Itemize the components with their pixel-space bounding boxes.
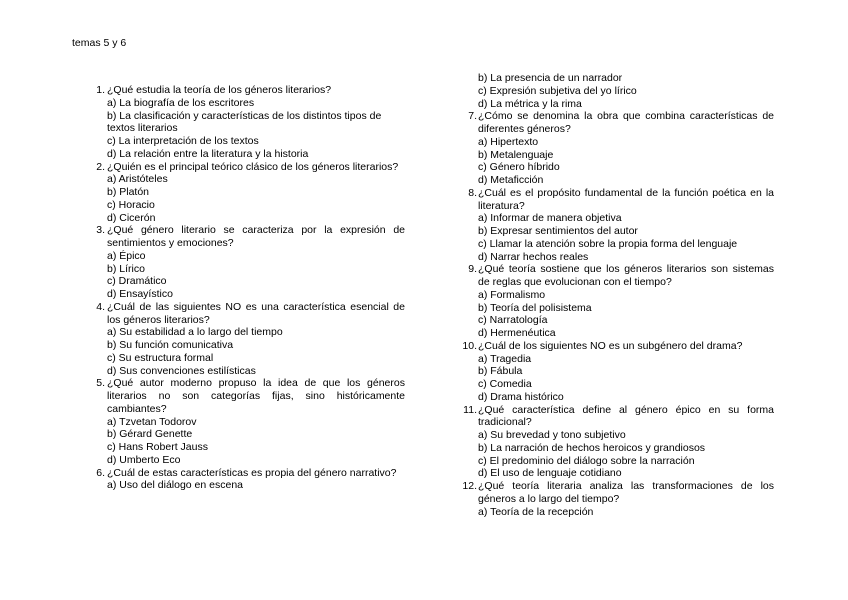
question-item (458, 480, 774, 518)
question-text: ¿Cuál de los siguientes NO es un subgénero del drama? (478, 339, 743, 352)
answer-option: b) Platón (107, 186, 150, 198)
question-item (89, 377, 405, 466)
answer-option: a) Épico (107, 249, 146, 262)
answer-option: d) Umberto Eco (107, 453, 181, 466)
question-item (458, 340, 774, 404)
answer-option: d) Sus convenciones estilísticas (107, 364, 256, 377)
answer-option: d) Cicerón (107, 211, 156, 224)
answer-option: a) Uso del diálogo en escena (107, 479, 244, 492)
question-number: 5. (96, 377, 105, 390)
answer-option: c) Su estructura formal (107, 351, 214, 364)
question-number: 10. (462, 339, 477, 352)
answer-option: c) Hans Robert Jauss (107, 441, 208, 453)
question-number: 9. (468, 263, 477, 276)
answer-option: b) Teoría del polisistema (478, 301, 592, 314)
answer-option: b) La clasificación y características de los distintos tipos de textos literarios (107, 109, 382, 135)
question-item (458, 110, 774, 187)
right-column (458, 72, 774, 518)
answer-option: b) Su función comunicativa (107, 339, 234, 351)
answer-option: c) La interpretación de los textos (107, 135, 259, 147)
left-column (89, 84, 405, 492)
answer-option: c) Horacio (107, 198, 155, 211)
answer-option: c) El predominio del diálogo sobre la narración (478, 454, 695, 467)
answer-option: a) Hipertexto (478, 135, 539, 148)
answer-option: a) Su brevedad y tono subjetivo (478, 429, 626, 441)
question-item (458, 404, 774, 481)
answer-option: a) Teoría de la recepción (478, 505, 594, 518)
question-item (89, 84, 405, 161)
answer-option: a) Informar de manera objetiva (478, 212, 622, 225)
question-item (89, 161, 405, 225)
question-text: ¿Qué género literario se caracteriza por la expresión de sentimientos y emociones? (107, 224, 405, 249)
question-item (458, 263, 774, 340)
question-text: ¿Qué característica define al género épico en su forma tradicional? (478, 403, 774, 429)
answer-option: d) Narrar hechos reales (478, 250, 589, 263)
answer-option: b) Fábula (478, 365, 523, 378)
question-number: 8. (468, 186, 477, 199)
question-number: 1. (96, 84, 105, 96)
answer-option: b) Gérard Genette (107, 428, 193, 441)
answer-option: b) Metalenguaje (478, 148, 554, 161)
question-number: 2. (96, 160, 105, 173)
question-item (89, 301, 405, 378)
answer-option: d) Metaficción (478, 174, 544, 186)
answer-option: b) La narración de hechos heroicos y grandiosos (478, 441, 706, 454)
question-text: ¿Quién es el principal teórico clásico de los géneros literarios? (107, 160, 399, 173)
answer-option: c) Comedia (478, 378, 532, 390)
answer-option: b) La presencia de un narrador (478, 72, 623, 84)
answer-option: d) Hermenéutica (478, 327, 556, 339)
answer-option: b) Lírico (107, 262, 145, 275)
answer-option: c) Género híbrido (478, 161, 560, 174)
question-item (89, 467, 405, 493)
question-text: ¿Cuál de estas características es propia del género narrativo? (107, 466, 397, 479)
document-header: temas 5 y 6 (72, 37, 127, 49)
question-text: ¿Cuál de las siguientes NO es una característica esencial de los géneros literarios? (107, 300, 405, 326)
question-text: ¿Qué teoría literaria analiza las transformaciones de los géneros a lo largo del tiempo? (478, 480, 774, 505)
question-text: ¿Cuál es el propósito fundamental de la función poética en la literatura? (478, 186, 774, 212)
answer-option: d) La métrica y la rima (478, 97, 582, 110)
answer-option: c) Narratología (478, 314, 548, 327)
answer-option: a) La biografía de los escritores (107, 96, 255, 109)
answer-option: a) Tzvetan Todorov (107, 415, 197, 428)
answer-option: a) Formalismo (478, 288, 546, 301)
answer-option: d) Drama histórico (478, 390, 564, 403)
question-number: 4. (96, 300, 105, 313)
answer-option: b) Expresar sentimientos del autor (478, 225, 638, 237)
question-continuation (458, 72, 774, 110)
question-text: ¿Qué autor moderno propuso la idea de que los géneros literarios no son categorías fijas, sino históricamente cambiantes? (107, 377, 405, 415)
answer-option: c) Expresión subjetiva del yo lírico (478, 84, 637, 97)
answer-option: d) El uso de lenguaje cotidiano (478, 467, 622, 480)
question-number: 12. (462, 480, 477, 492)
question-text: ¿Qué estudia la teoría de los géneros literarios? (107, 84, 332, 96)
answer-option: d) Ensayístico (107, 288, 173, 300)
question-number: 6. (96, 466, 105, 479)
question-number: 7. (468, 110, 477, 123)
question-item (89, 224, 405, 301)
answer-option: a) Aristóteles (107, 173, 168, 186)
answer-option: c) Dramático (107, 275, 167, 288)
answer-option: c) Llamar la atención sobre la propia forma del lenguaje (478, 237, 738, 250)
answer-option: a) Tragedia (478, 352, 532, 365)
question-item (458, 187, 774, 264)
question-text: ¿Qué teoría sostiene que los géneros literarios son sistemas de reglas que evolucionan con el tiempo? (478, 263, 774, 288)
answer-option: d) La relación entre la literatura y la historia (107, 147, 309, 160)
question-text: ¿Cómo se denomina la obra que combina características de diferentes géneros? (478, 110, 774, 135)
question-number: 3. (96, 224, 105, 237)
question-number: 11. (463, 403, 477, 416)
answer-option: a) Su estabilidad a lo largo del tiempo (107, 326, 283, 339)
